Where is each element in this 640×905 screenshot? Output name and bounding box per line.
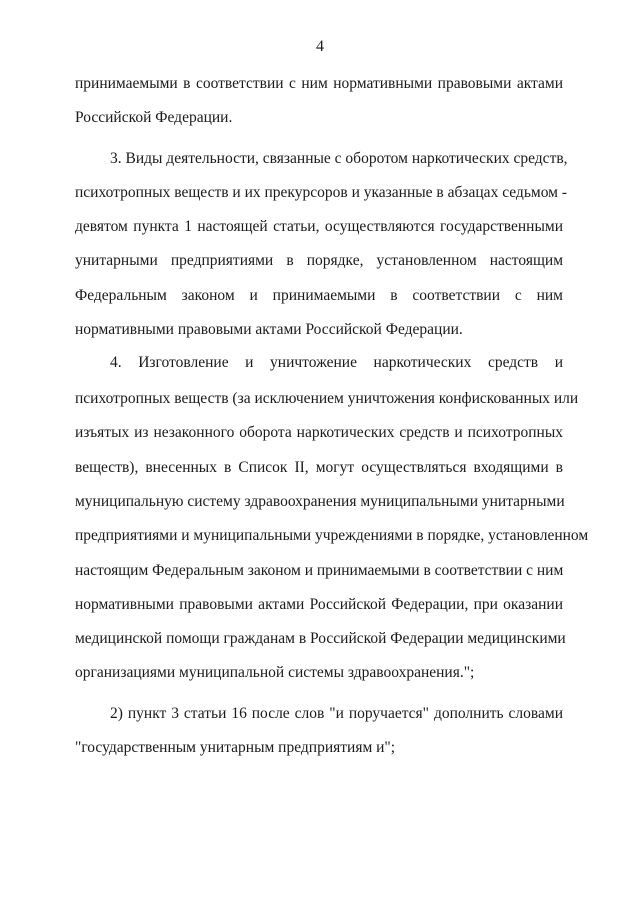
text-line: "государственным унитарным предприятиям и"; xyxy=(75,739,396,756)
text-line: нормативными правовыми актами Российской Федерации. xyxy=(75,321,463,338)
text-line: унитарными предприятиями в порядке, установленном настоящим xyxy=(75,252,563,269)
paragraph-first-line: 3. Виды деятельности, связанные с оборотом наркотических средств, xyxy=(110,150,568,167)
text-line: веществ), внесенных в Список II, могут осуществляться входящими в xyxy=(75,459,563,476)
text-line: психотропных веществ и их прекурсоров и указанные в абзацах седьмом - xyxy=(75,184,567,201)
text-line: изъятых из незаконного оборота наркотических средств и психотропных xyxy=(75,424,563,441)
text-line: Российской Федерации. xyxy=(75,109,233,126)
page-number: 4 xyxy=(316,38,324,55)
text-line: настоящим Федеральным законом и принимаемыми в соответствии с ним xyxy=(75,562,564,579)
text-line: Федеральным законом и принимаемыми в соответствии с ним xyxy=(75,287,563,304)
text-line: медицинской помощи гражданам в Российской Федерации медицинскими xyxy=(75,630,566,647)
text-line: организациями муниципальной системы здравоохранения."; xyxy=(75,664,475,681)
text-line: психотропных веществ (за исключением уничтожения конфискованных или xyxy=(75,390,579,407)
text-line: нормативными правовыми актами Российской Федерации, при оказании xyxy=(75,596,563,613)
text-line: девятом пункта 1 настоящей статьи, осуществляются государственными xyxy=(75,218,563,235)
text-line: принимаемыми в соответствии с ним нормативными правовыми актами xyxy=(75,75,563,92)
paragraph-first-line: 2) пункт 3 статьи 16 после слов "и поручается" дополнить словами xyxy=(110,705,563,722)
text-line: муниципальную систему здравоохранения муниципальными унитарными xyxy=(75,493,565,510)
text-line: предприятиями и муниципальными учреждениями в порядке, установленном xyxy=(75,527,589,544)
paragraph-first-line: 4. Изготовление и уничтожение наркотических средств и xyxy=(110,354,563,371)
